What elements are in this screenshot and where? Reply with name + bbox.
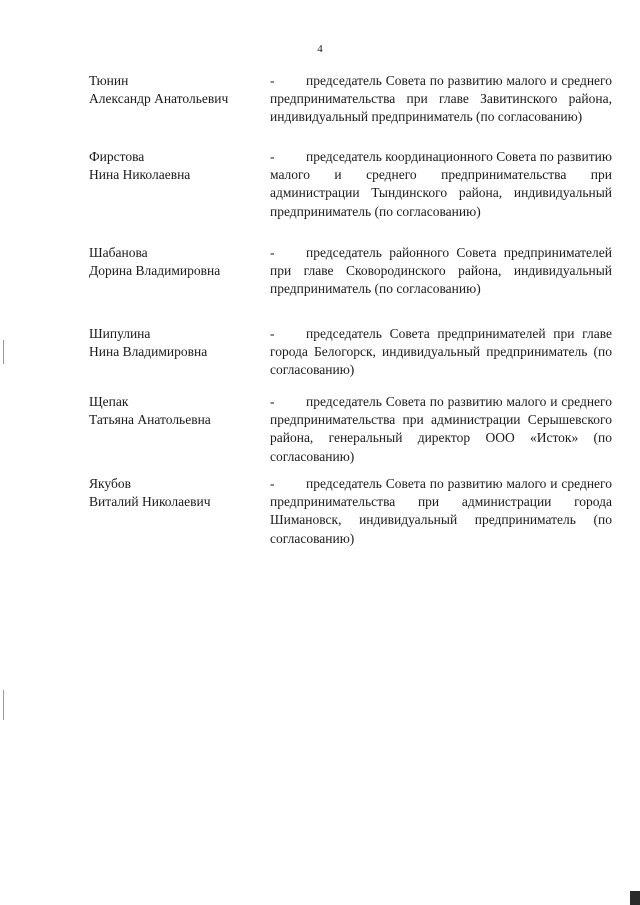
scan-corner-mark [630, 891, 640, 905]
role-dash: - [270, 149, 275, 164]
member-role: председатель Совета предпринимателей при главе города Белогорск, индивидуальный предприниматель (по согласованию) [270, 326, 612, 378]
member-surname: Шабанова [89, 245, 148, 260]
member-role: председатель Совета по развитию малого и среднего предпринимательства при администрации Серышевского района, генеральный директор ООО «Исток» (по согласованию) [270, 394, 612, 464]
role-dash: - [270, 394, 275, 409]
scan-edge-mark [3, 340, 4, 364]
member-role-block [270, 244, 612, 299]
member-surname: Якубов [89, 476, 131, 491]
scan-edge-mark [3, 690, 4, 720]
member-name: Дорина Владимировна [89, 263, 221, 279]
member-name: Виталий Николаевич [89, 494, 211, 510]
member-person [89, 148, 264, 184]
member-person [89, 393, 264, 429]
member-surname: Фирстова [89, 149, 145, 164]
member-name: Александр Анатольевич [89, 91, 229, 107]
member-surname: Щепак [89, 394, 129, 409]
member-role-block [270, 148, 612, 221]
member-role-block [270, 475, 612, 548]
member-surname: Тюнин [89, 73, 129, 88]
member-person [89, 325, 264, 361]
member-person [89, 72, 264, 108]
member-role-block [270, 72, 612, 127]
member-person [89, 475, 264, 511]
member-role: председатель Совета по развитию малого и среднего предпринимательства при администрации города Шимановск, индивидуальный предприниматель (по согласованию) [270, 476, 612, 546]
member-name: Нина Николаевна [89, 167, 191, 183]
member-role: председатель координационного Совета по развитию малого и среднего предпринимательства при администрации Тындинского района, индивидуальный предприниматель (по согласованию) [270, 149, 612, 219]
member-role-block [270, 393, 612, 466]
role-dash: - [270, 476, 275, 491]
role-dash: - [270, 73, 275, 88]
member-surname: Шипулина [89, 326, 151, 341]
member-role-block [270, 325, 612, 380]
role-dash: - [270, 245, 275, 260]
member-name: Нина Владимировна [89, 344, 208, 360]
member-role: председатель Совета по развитию малого и среднего предпринимательства при главе Завитинского района, индивидуальный предприниматель (по согласованию) [270, 73, 612, 125]
page-number: 4 [317, 43, 323, 55]
member-role: председатель районного Совета предпринимателей при главе Сковородинского района, индивидуальный предприниматель (по согласованию) [270, 245, 612, 297]
member-person [89, 244, 264, 280]
member-name: Татьяна Анатольевна [89, 412, 211, 428]
role-dash: - [270, 326, 275, 341]
